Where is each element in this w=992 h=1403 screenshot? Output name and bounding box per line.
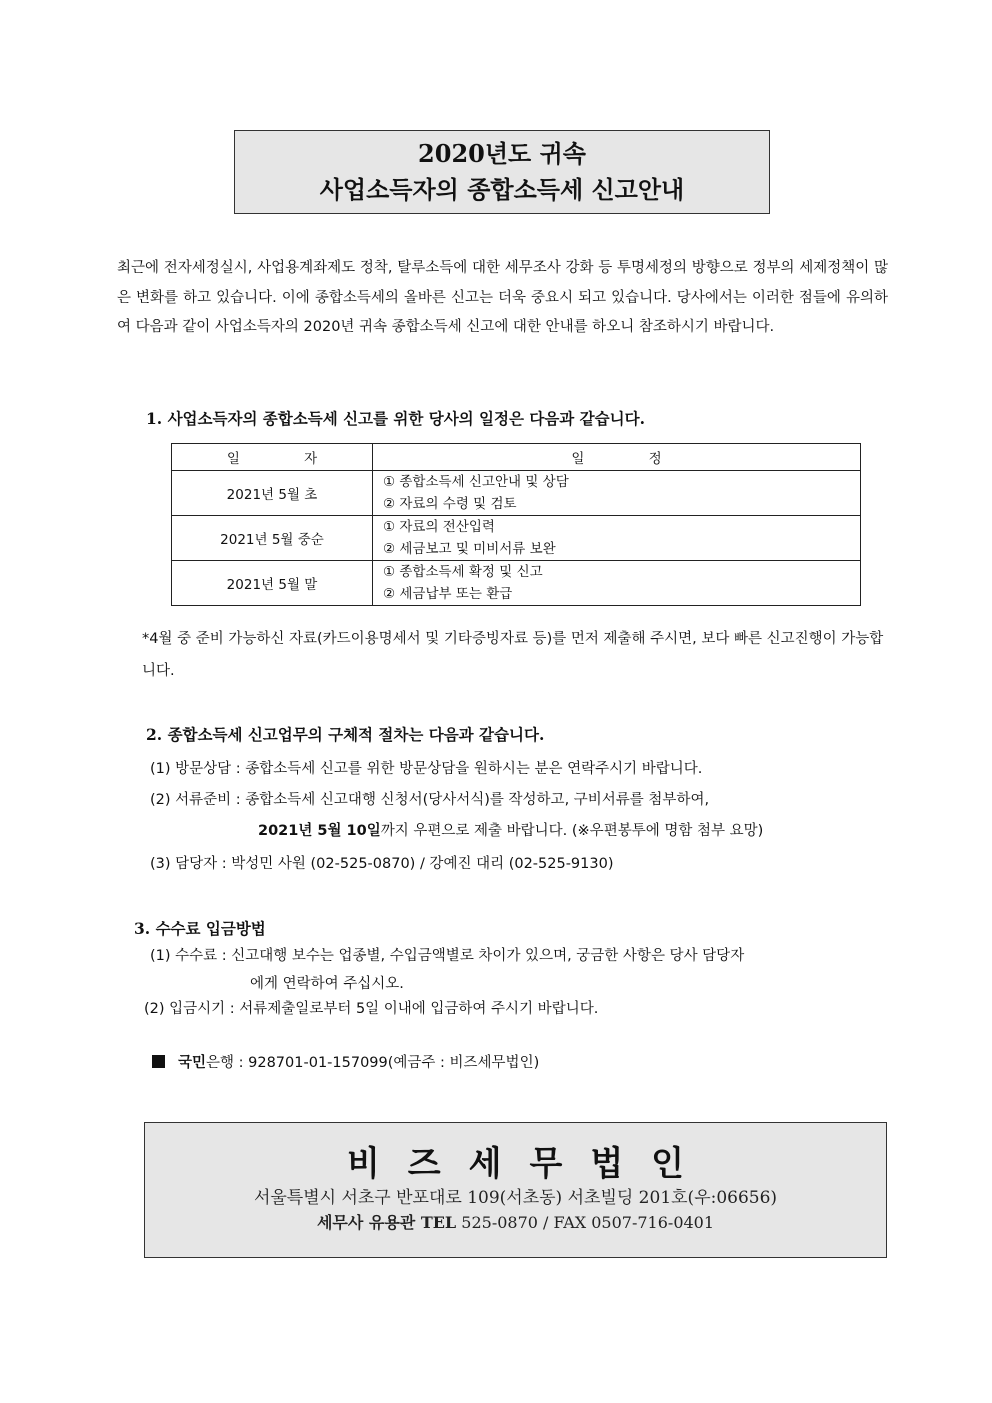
section-1-heading: 1. 사업소득자의 종합소득세 신고를 위한 당사의 일정은 다음과 같습니다.: [146, 409, 645, 428]
schedule-note: *4월 중 준비 가능하신 자료(카드이용명세서 및 기타증빙자료 등)를 먼저 제출해 주시면, 보다 빠른 신고진행이 가능합니다.: [142, 631, 884, 679]
section-3-heading: 3. 수수료 입금방법: [134, 919, 266, 938]
schedule-date: 2021년 5월 초: [172, 471, 373, 516]
documents-item: (2) 서류준비 : 종합소득세 신고대행 신청서(당사서식)를 작성하고, 구비서류를 첨부하여,: [150, 792, 710, 808]
schedule-item: ② 세금납부 또는 환급: [383, 586, 513, 602]
schedule-table: [171, 443, 861, 606]
fee-item-continued: 에게 연락하여 주십시오.: [250, 976, 404, 992]
fee-item: (1) 수수료 : 신고대행 보수는 업종별, 수입금액별로 차이가 있으며, 궁금한 사항은 당사 담당자: [150, 948, 745, 964]
bank-name: 국민: [178, 1055, 207, 1071]
firm-name: 비즈세무법인: [346, 1144, 713, 1184]
schedule-date: 2021년 5월 말: [172, 561, 373, 606]
documents-deadline-line: [258, 819, 763, 840]
schedule-items: [373, 471, 861, 516]
firm-contact: [145, 1211, 886, 1235]
deadline-date: 2021년 5월 10일: [258, 823, 381, 839]
firm-address: 서울특별시 서초구 반포대로 109(서초동) 서초빌딩 201호(우:06656): [253, 1188, 778, 1208]
deadline-rest: 까지 우편으로 제출 바랍니다. (※우편봉투에 명함 첨부 요망): [380, 823, 764, 839]
schedule-item: ① 종합소득세 신고안내 및 상담: [383, 474, 569, 490]
table-row: [172, 516, 861, 561]
contact-person-item: (3) 담당자 : 박성민 사원 (02-525-0870) / 강예진 대리 (02-525-9130): [150, 856, 614, 872]
table-row: [172, 471, 861, 516]
bank-account-detail: 은행 : 928701-01-157099(예금주 : 비즈세무법인): [206, 1055, 540, 1071]
schedule-items: [373, 561, 861, 606]
title-line-2: 사업소득자의 종합소득세 신고안내: [319, 175, 685, 204]
title-line-1: 2020년도 귀속: [418, 139, 586, 168]
col-date-header: 일 자: [172, 444, 373, 471]
schedule-items: [373, 516, 861, 561]
table-row: [172, 561, 861, 606]
firm-footer-box: [144, 1122, 887, 1258]
title-box: [234, 130, 770, 214]
schedule-item: ② 세금보고 및 미비서류 보완: [383, 541, 556, 557]
square-bullet-icon: [152, 1055, 165, 1068]
intro-paragraph: 최근에 전자세정실시, 사업용계좌제도 정착, 탈루소득에 대한 세무조사 강화 등 투명세정의 방향으로 정부의 세제정책이 많은 변화를 하고 있습니다. 이에 종합소득세의 올바른 신고는 더욱 중요시 되고 있습니다. 당사에서는 이러한 점들에 유의하여 다음과 같이 사업소득자의 2020년 귀속 종합소득세 신고에 대한 안내를 하오니 참조하시기 바랍니다.: [117, 260, 888, 335]
section-2-heading: 2. 종합소득세 신고업무의 구체적 절차는 다음과 같습니다.: [146, 725, 545, 744]
schedule-header-row: [172, 444, 861, 471]
schedule-date: 2021년 5월 중순: [172, 516, 373, 561]
schedule-item: ① 자료의 전산입력: [383, 519, 495, 535]
col-schedule-header: 일 정: [373, 444, 861, 471]
firm-contact-label: 세무사 유용관 TEL: [316, 1213, 457, 1232]
schedule-item: ② 자료의 수령 및 검토: [383, 496, 517, 512]
schedule-item: ① 종합소득세 확정 및 신고: [383, 564, 543, 580]
bank-account-line: [152, 1051, 539, 1072]
payment-timing-item: (2) 입금시기 : 서류제출일로부터 5일 이내에 입금하여 주시기 바랍니다.: [144, 1001, 599, 1017]
visit-consult-item: (1) 방문상담 : 종합소득세 신고를 위한 방문상담을 원하시는 분은 연락주시기 바랍니다.: [150, 761, 703, 777]
firm-contact-numbers: 525-0870 / FAX 0507-716-0401: [456, 1213, 715, 1232]
